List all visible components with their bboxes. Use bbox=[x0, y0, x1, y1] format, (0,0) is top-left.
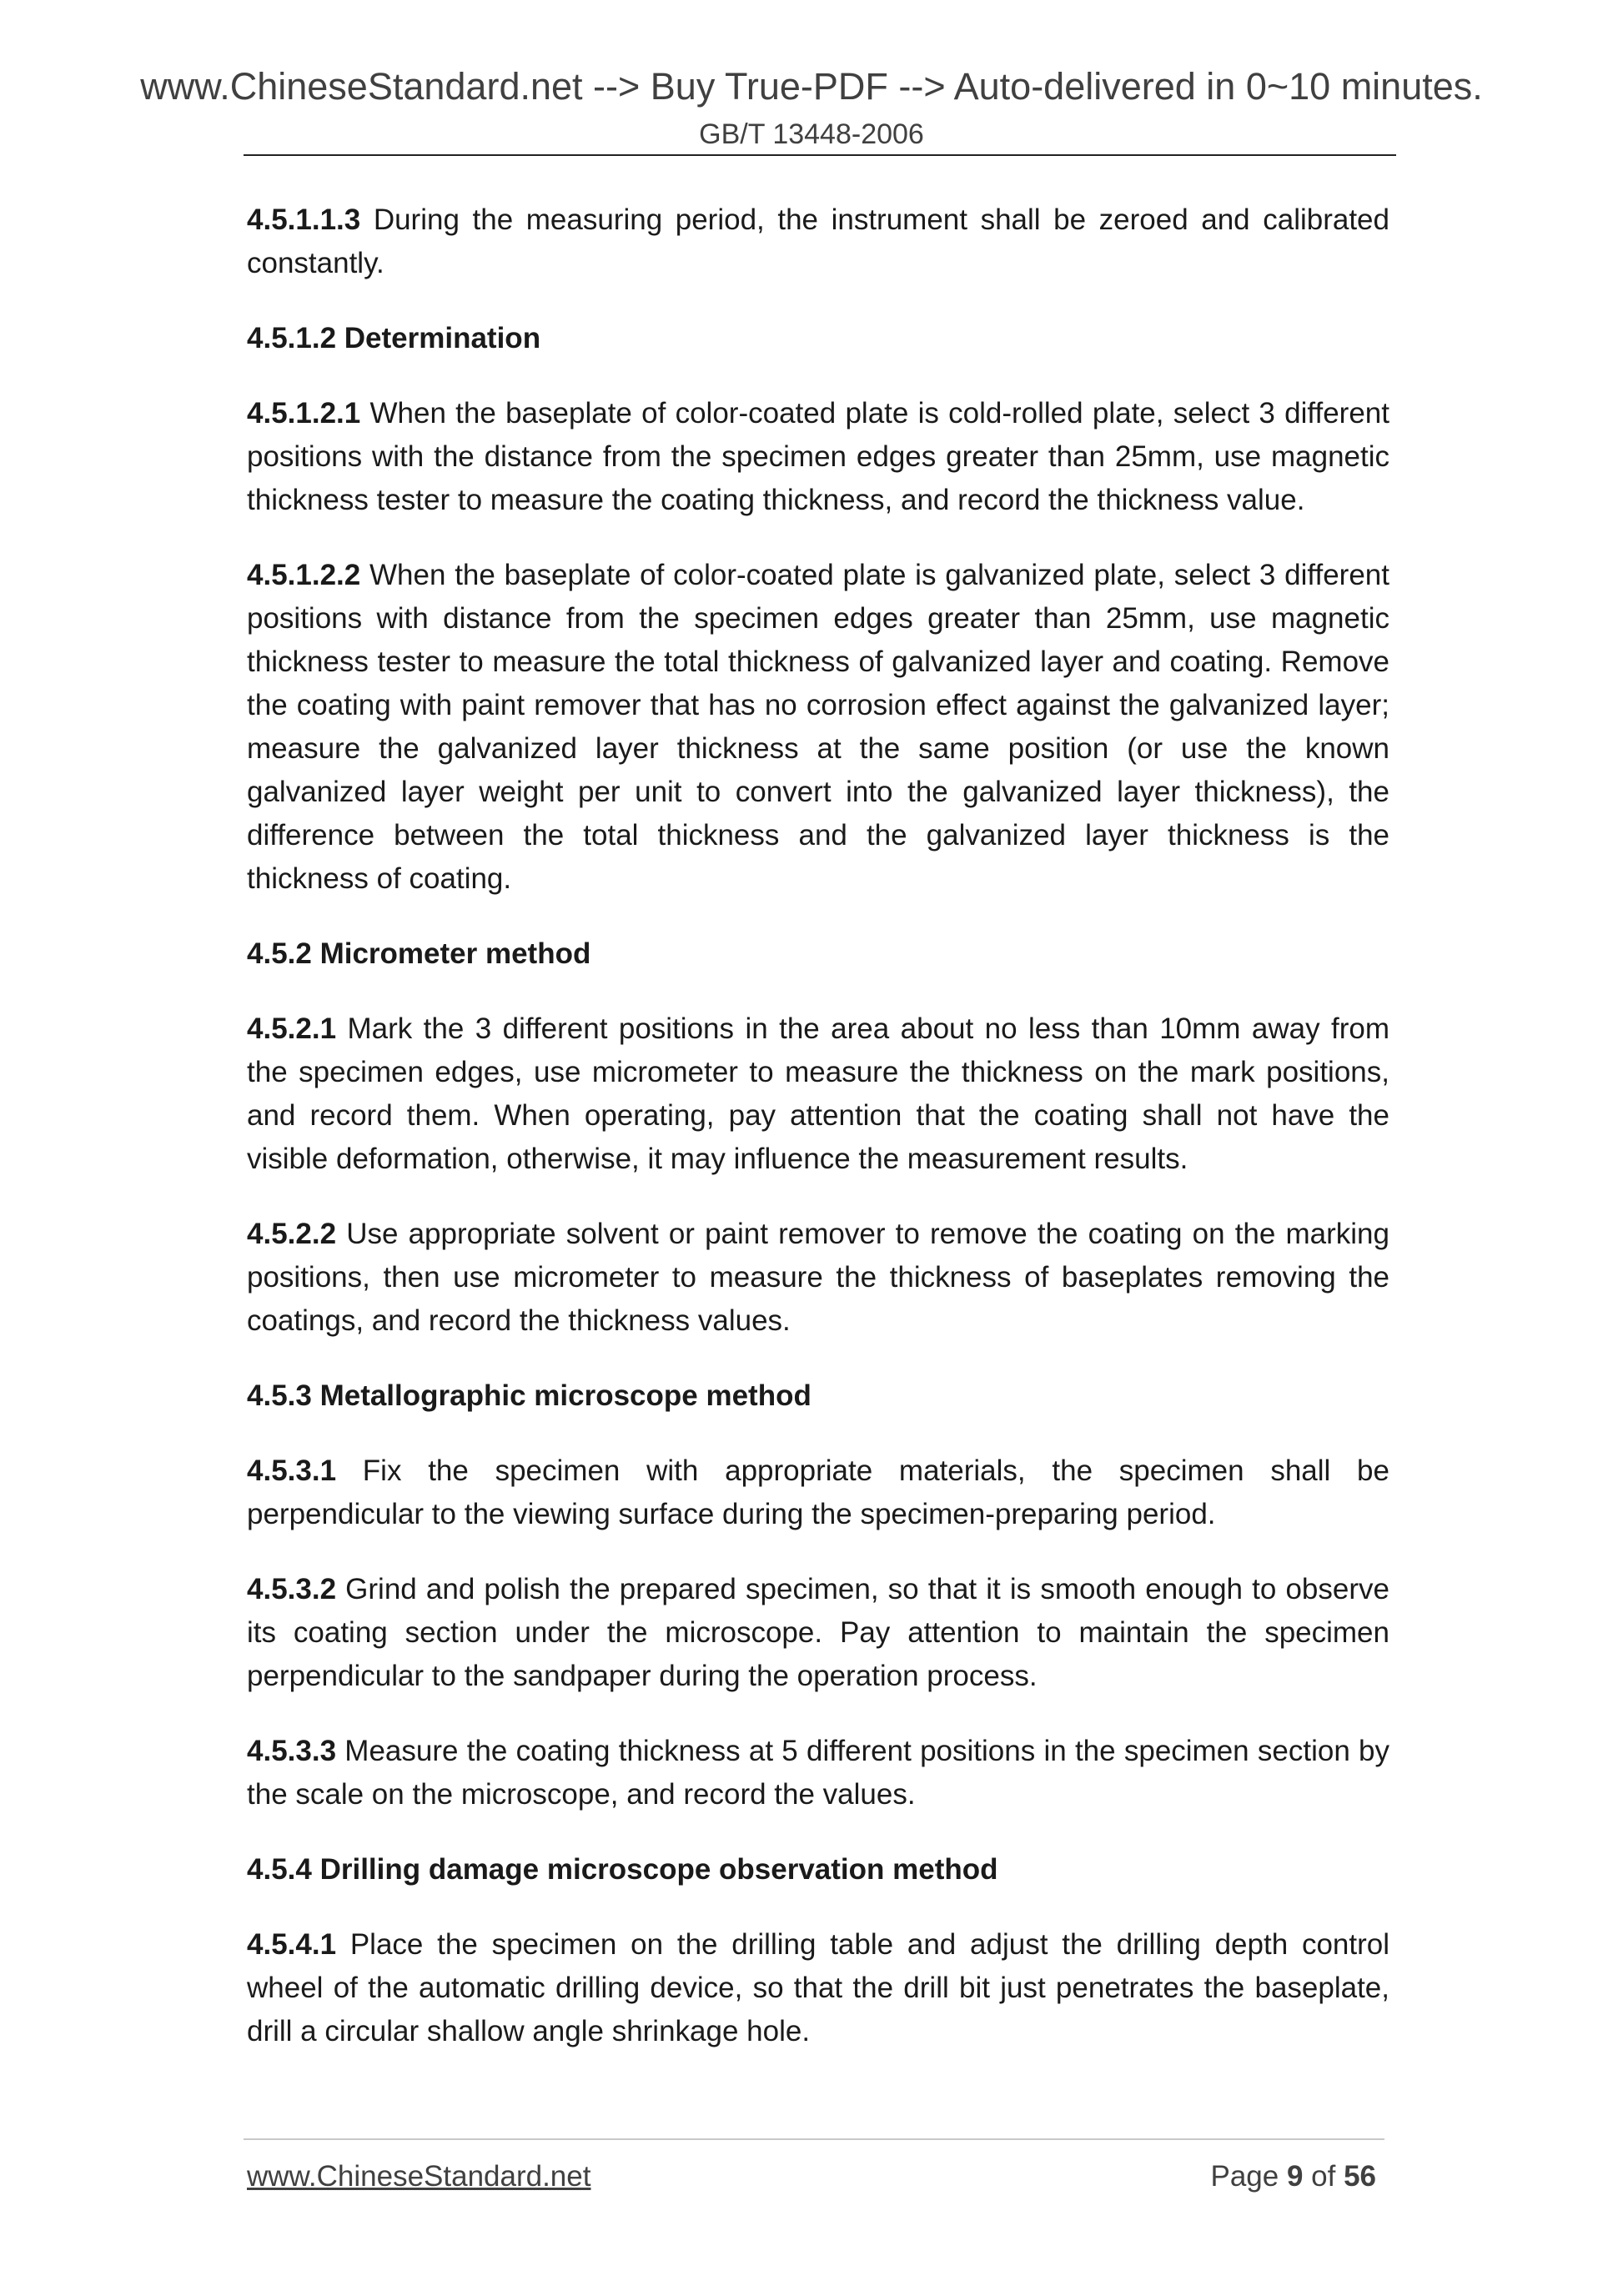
clause-number: 4.5.4.1 bbox=[247, 1928, 337, 1961]
heading-metallographic-microscope-method: 4.5.3 Metallographic microscope method bbox=[247, 1379, 812, 1412]
heading-determination: 4.5.1.2 Determination bbox=[247, 322, 541, 354]
clause-number: 4.5.2.2 bbox=[247, 1218, 337, 1250]
page-current: 9 bbox=[1286, 2160, 1304, 2193]
clause-text: When the baseplate of color-coated plate is cold-rolled plate, select 3 different positions with the distance from the specimen edges greater than 25mm, use magnetic thickness tester to measure the coating thickness, and record the thickness value. bbox=[247, 397, 1389, 516]
clause-number: 4.5.1.2.2 bbox=[247, 559, 361, 591]
clause-4-5-1-2-2 bbox=[247, 554, 1389, 901]
clause-number: 4.5.1.1.3 bbox=[247, 203, 361, 236]
clause-4-5-2-1 bbox=[247, 1007, 1389, 1181]
heading-micrometer-method: 4.5.2 Micrometer method bbox=[247, 937, 591, 970]
clause-text: Fix the specimen with appropriate materials, the specimen shall be perpendicular to the viewing surface during the specimen-preparing period. bbox=[247, 1454, 1389, 1530]
page-indicator bbox=[1210, 2160, 1376, 2193]
clause-4-5-3-3 bbox=[247, 1730, 1389, 1816]
page-total: 56 bbox=[1344, 2160, 1376, 2193]
clause-number: 4.5.3.3 bbox=[247, 1735, 337, 1767]
header-banner[interactable]: www.ChineseStandard.net --> Buy True-PDF --> Auto-delivered in 0~10 minutes. bbox=[140, 65, 1483, 108]
document-body bbox=[247, 198, 1389, 2085]
clause-number: 4.5.3.2 bbox=[247, 1573, 337, 1605]
page-separator: of bbox=[1303, 2160, 1344, 2193]
clause-4-5-1-2-1 bbox=[247, 392, 1389, 522]
clause-text: Use appropriate solvent or paint remover to remove the coating on the marking positions, then use micrometer to measure the thickness of baseplates removing the coatings, and record the thickness values. bbox=[247, 1218, 1389, 1337]
footer-divider bbox=[244, 2138, 1384, 2140]
clause-4-5-4-1 bbox=[247, 1923, 1389, 2053]
clause-number: 4.5.3.1 bbox=[247, 1454, 337, 1487]
clause-4-5-2-2 bbox=[247, 1213, 1389, 1343]
heading-drilling-damage-method: 4.5.4 Drilling damage microscope observation method bbox=[247, 1853, 998, 1886]
clause-text: Measure the coating thickness at 5 different positions in the specimen section by the scale on the microscope, and record the values. bbox=[247, 1735, 1389, 1811]
clause-text: Grind and polish the prepared specimen, so that it is smooth enough to observe its coating section under the microscope. Pay attention to maintain the specimen perpendicular to the sandpaper during the operation process. bbox=[247, 1573, 1389, 1692]
page-prefix: Page bbox=[1210, 2160, 1287, 2193]
clause-4-5-3-1 bbox=[247, 1449, 1389, 1536]
clause-text: During the measuring period, the instrument shall be zeroed and calibrated constantly. bbox=[247, 203, 1389, 279]
clause-number: 4.5.1.2.1 bbox=[247, 397, 361, 430]
clause-number: 4.5.2.1 bbox=[247, 1012, 337, 1045]
header-divider bbox=[244, 154, 1396, 156]
footer-website-link[interactable]: www.ChineseStandard.net bbox=[247, 2160, 591, 2193]
clause-text: When the baseplate of color-coated plate is galvanized plate, select 3 different positions with distance from the specimen edges greater than 25mm, use magnetic thickness tester to measure the total thickness of galvanized layer and coating. Remove the coating with paint remover that has no corrosion effect against the galvanized layer; measure the galvanized layer thickness at the same position (or use the known galvanized layer weight per unit to convert into the galvanized layer thickness), the difference between the total thickness and the galvanized layer thickness is the thickness of coating. bbox=[247, 559, 1389, 895]
clause-4-5-3-2 bbox=[247, 1568, 1389, 1698]
standard-number: GB/T 13448-2006 bbox=[699, 118, 924, 150]
clause-text: Place the specimen on the drilling table and adjust the drilling depth control wheel of the automatic drilling device, so that the drill bit just penetrates the baseplate, drill a circular shallow angle shrinkage hole. bbox=[247, 1928, 1389, 2047]
clause-4-5-1-1-3 bbox=[247, 198, 1389, 285]
clause-text: Mark the 3 different positions in the area about no less than 10mm away from the specimen edges, use micrometer to measure the thickness on the mark positions, and record them. When operating, pay attention that the coating shall not have the visible deformation, otherwise, it may influence the measurement results. bbox=[247, 1012, 1389, 1175]
